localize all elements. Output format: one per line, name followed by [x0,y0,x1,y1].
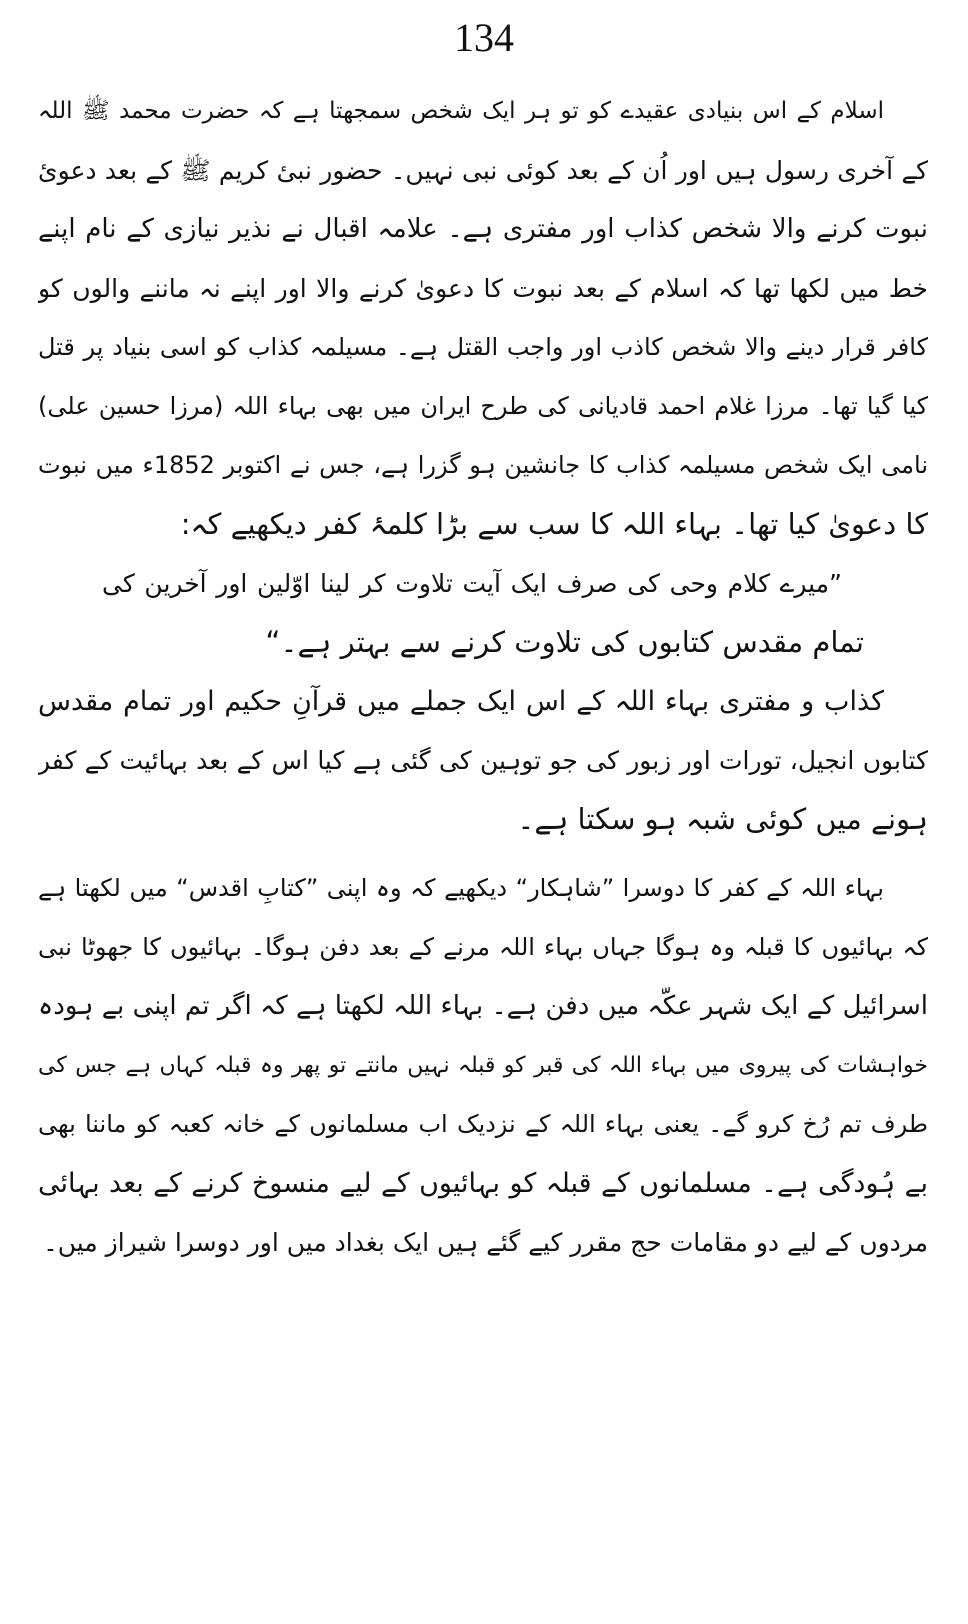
text-line: کذاب و مفتری بہاء اللہ کے اس ایک جملے میں قرآنِ حکیم اور تمام مقدس [38,686,884,717]
text-line: نامی ایک شخص مسیلمہ کذاب کا جانشین ہو گزرا ہے، جس نے اکتوبر 1852ء میں نبوت [38,451,928,479]
text-line: کے آخری رسول ہیں اور اُن کے بعد کوئی نبی نہیں۔ حضور نبیٔ کریم ﷺ کے بعد دعویٔ [38,156,928,185]
text-line: بے ہُودگی ہے۔ مسلمانوں کے قبلہ کو بہائیوں کے لیے منسوخ کرنے کے بعد بہائی [38,1168,928,1199]
page-number: 134 [454,15,514,60]
text-line: کافر قرار دینے والا شخص کاذب اور واجب القتل ہے۔ مسیلمہ کذاب کو اسی بنیاد پر قتل [38,333,928,361]
text-line: مردوں کے لیے دو مقامات حج مقرر کیے گئے ہیں ایک بغداد میں اور دوسرا شیراز میں۔ [43,1228,928,1257]
text-line: اسلام کے اس بنیادی عقیدے کو تو ہر ایک شخص سمجھتا ہے کہ حضرت محمد ﷺ اللہ [38,98,884,124]
paragraph-3 [38,672,928,849]
text-line: بہاء اللہ کے کفر کا دوسرا ”شاہکار“ دیکھیے کہ وہ اپنی ”کتابِ اقدس“ میں لکھتا ہے [38,874,884,902]
text-line: اسرائیل کے ایک شہر عکّہ میں دفن ہے۔ بہاء اللہ لکھتا ہے کہ اگر تم اپنی بے ہودہ [38,991,928,1021]
text-line: طرف تم رُخ کرو گے۔ یعنی بہاء اللہ کے نزدیک اب مسلمانوں کے خانہ کعبہ کو ماننا بھی [38,1110,928,1138]
text-line: کا دعویٰ کیا تھا۔ بہاء اللہ کا سب سے بڑا کلمۂ کفر دیکھیے کہ: [180,507,928,541]
quote-line: تمام مقدس کتابوں کی تلاوت کرنے سے بہتر ہے۔“ [265,625,864,659]
text-line: نبوت کرنے والا شخص کذاب اور مفتری ہے۔ علامہ اقبال نے نذیر نیازی کے نام اپنے [38,214,928,244]
paragraph-4 [38,859,928,1272]
body-text [38,82,928,1272]
paragraph-1 [38,82,928,554]
text-line: کیا گیا تھا۔ مرزا غلام احمد قادیانی کی طرح ایران میں بھی بہاء اللہ (مرزا حسین علی) [38,392,928,420]
text-line: خط میں لکھا تھا کہ اسلام کے بعد نبوت کا دعویٰ کرنے والا اور اپنے نہ ماننے والوں کو [38,274,928,303]
quote-line: ”میرے کلام وحی کی صرف ایک آیت تلاوت کر لینا اوّلین اور آخرین کی [102,569,842,598]
text-line: خواہشات کی پیروی میں بہاء اللہ کی قبر کو قبلہ نہیں مانتے تو پھر وہ قبلہ کہاں ہے جس کی [38,1053,928,1078]
paragraph-gap [38,849,928,859]
quotation [38,554,928,672]
text-line: کتابوں انجیل، تورات اور زبور کی جو توہین کی گئی ہے کیا اس کے بعد بہائیت کے کفر [38,746,928,775]
text-line: کہ بہائیوں کا قبلہ وہ ہوگا جہاں بہاء اللہ مرنے کے بعد دفن ہوگا۔ بہائیوں کا جھوٹا نبی [38,933,928,961]
text-line: ہونے میں کوئی شبہ ہو سکتا ہے۔ [517,802,928,836]
